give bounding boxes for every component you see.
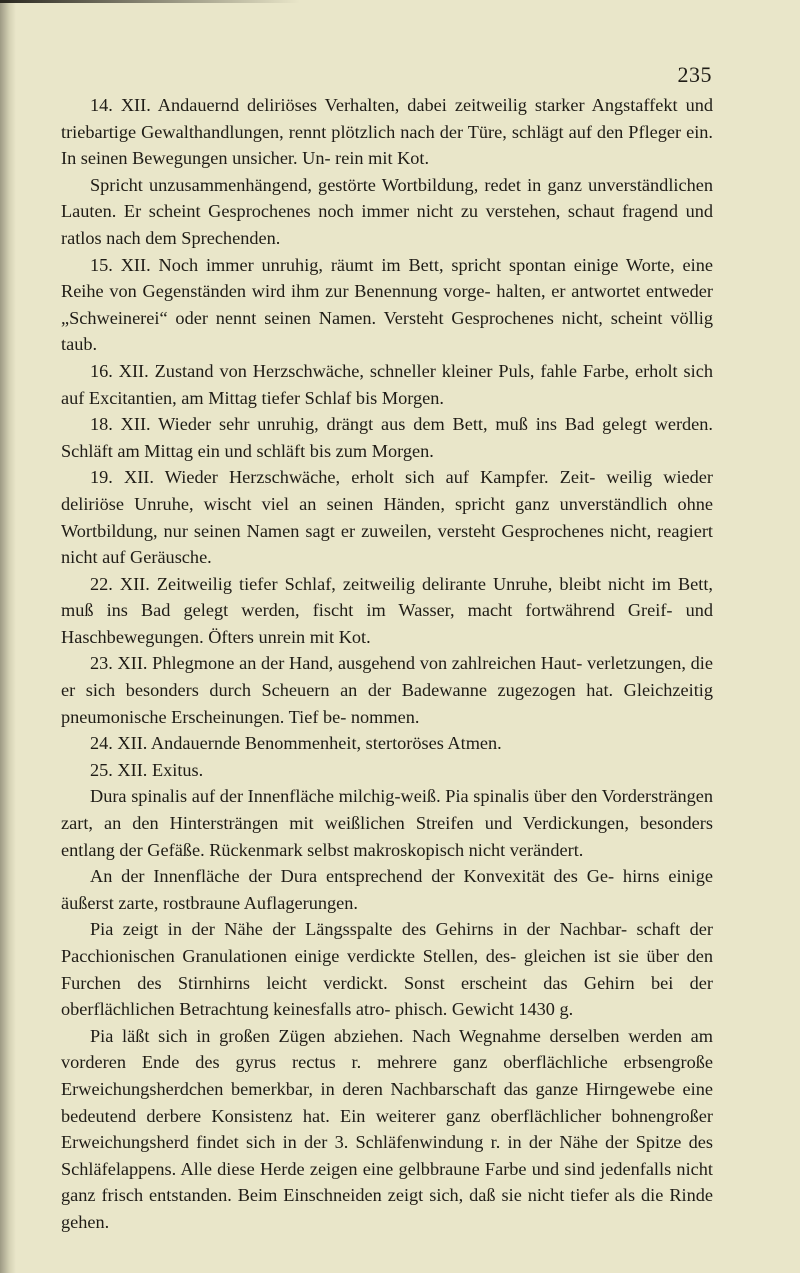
paragraph-entry-16-xii: 16. XII. Zustand von Herzschwäche, schneller kleiner Puls, fahle Farbe, erholt sich auf Excitantien, am Mittag tiefer Schlaf bis Morgen. <box>61 360 713 408</box>
paragraph-entry-18-xii: 18. XII. Wieder sehr unruhig, drängt aus dem Bett, muß ins Bad gelegt werden. Schläft am Mittag ein und schläft bis zum Morgen. <box>61 414 713 461</box>
paragraph-entry-15-xii: 15. XII. Noch immer unruhig, räumt im Bett, spricht spontan einige Worte, eine Reihe von Gegenständen wird ihm zur Benennung vorge- halten, er antwortet entweder „Schweinerei“ oder nennt seinen Namen. Versteht Gesprochenes nicht, scheint völlig taub. <box>61 254 713 355</box>
paragraph-entry-23-xii: 23. XII. Phlegmone an der Hand, ausgehend von zahlreichen Haut- verletzungen, die er sich besonders durch Scheuern an der Badewanne zugezogen hat. Gleichzeitig pneumonische Erscheinungen. Tief be- nommen. <box>61 653 713 727</box>
paragraph-speech: Spricht unzusammenhängend, gestörte Wortbildung, redet in ganz unverständlichen Lauten. Er scheint Gesprochenes noch immer nicht zu verstehen, schaut fragend und ratlos nach dem Sprechenden. <box>61 174 713 248</box>
paragraph-pia-findings: Pia zeigt in der Nähe der Längsspalte des Gehirns in der Nachbar- schaft der Pacchionischen Granulationen einige verdickte Stellen, des- gleichen ist sie über den Furchen des Stirnhirns leicht verdickt. Sonst erscheint das Gehirn bei der oberflächlichen Betrachtung keinesfalls atro- phisch. Gewicht 1430 g. <box>61 919 713 1020</box>
page-number: 235 <box>677 62 712 87</box>
paragraph-softening-foci: Pia läßt sich in großen Zügen abziehen. Nach Wegnahme derselben werden am vorderen Ende des gyrus rectus r. mehrere ganz oberflächliche erbsengroße Erweichungsherdchen bemerkbar, in deren Nachbarschaft das ganze Hirngewebe eine bedeutend derbere Konsistenz hat. Ein weiterer ganz oberflächlicher bohnengroßer Erweichungsherd findet sich in der 3. Schläfenwindung r. in der Nähe der Spitze des Schläfelappens. Alle diese Herde zeigen eine gelbbraune Farbe und sind jedenfalls nicht ganz frisch entstanden. Beim Einschneiden zeigt sich, daß sie nicht tiefer als die Rinde gehen. <box>61 1025 713 1232</box>
page-top-edge <box>0 0 300 3</box>
paragraph-entry-24-xii: 24. XII. Andauernde Benommenheit, stertoröses Atmen. <box>90 733 502 754</box>
paragraph-dura-spinalis: Dura spinalis auf der Innenfläche milchig-weiß. Pia spinalis über den Vordersträngen zart, an den Hintersträngen mit weißlichen Streifen und Verdickungen, besonders entlang der Gefäße. Rückenmark selbst makroskopisch nicht verändert. <box>61 786 713 860</box>
paragraph-entry-19-xii: 19. XII. Wieder Herzschwäche, erholt sich auf Kampfer. Zeit- weilig wieder deliriöse Unruhe, wischt viel an seinen Händen, spricht ganz unverständlich ohne Wortbildung, nur seinen Namen sagt er zuweilen, versteht Gesprochenes nicht, reagiert nicht auf Geräusche. <box>61 467 713 568</box>
paragraph-dura-convexity: An der Innenfläche der Dura entsprechend der Konvexität des Ge- hirns einige äußerst zarte, rostbraune Auflagerungen. <box>61 866 713 913</box>
paragraph-entry-22-xii: 22. XII. Zeitweilig tiefer Schlaf, zeitweilig delirante Unruhe, bleibt nicht im Bett, muß ins Bad gelegt werden, fischt im Wasser, macht fortwährend Greif- und Haschbewegungen. Öfters unrein mit Kot. <box>61 573 713 647</box>
body-text <box>61 92 713 1236</box>
paragraph-entry-14-xii: 14. XII. Andauernd deliriöses Verhalten, dabei zeitweilig starker Angstaffekt und triebartige Gewalthandlungen, rennt plötzlich nach der Türe, schlägt auf den Pfleger ein. In seinen Bewegungen unsicher. Un- rein mit Kot. <box>61 95 713 169</box>
page-edge-shadow <box>0 0 16 1273</box>
paragraph-entry-25-xii: 25. XII. Exitus. <box>90 759 204 780</box>
